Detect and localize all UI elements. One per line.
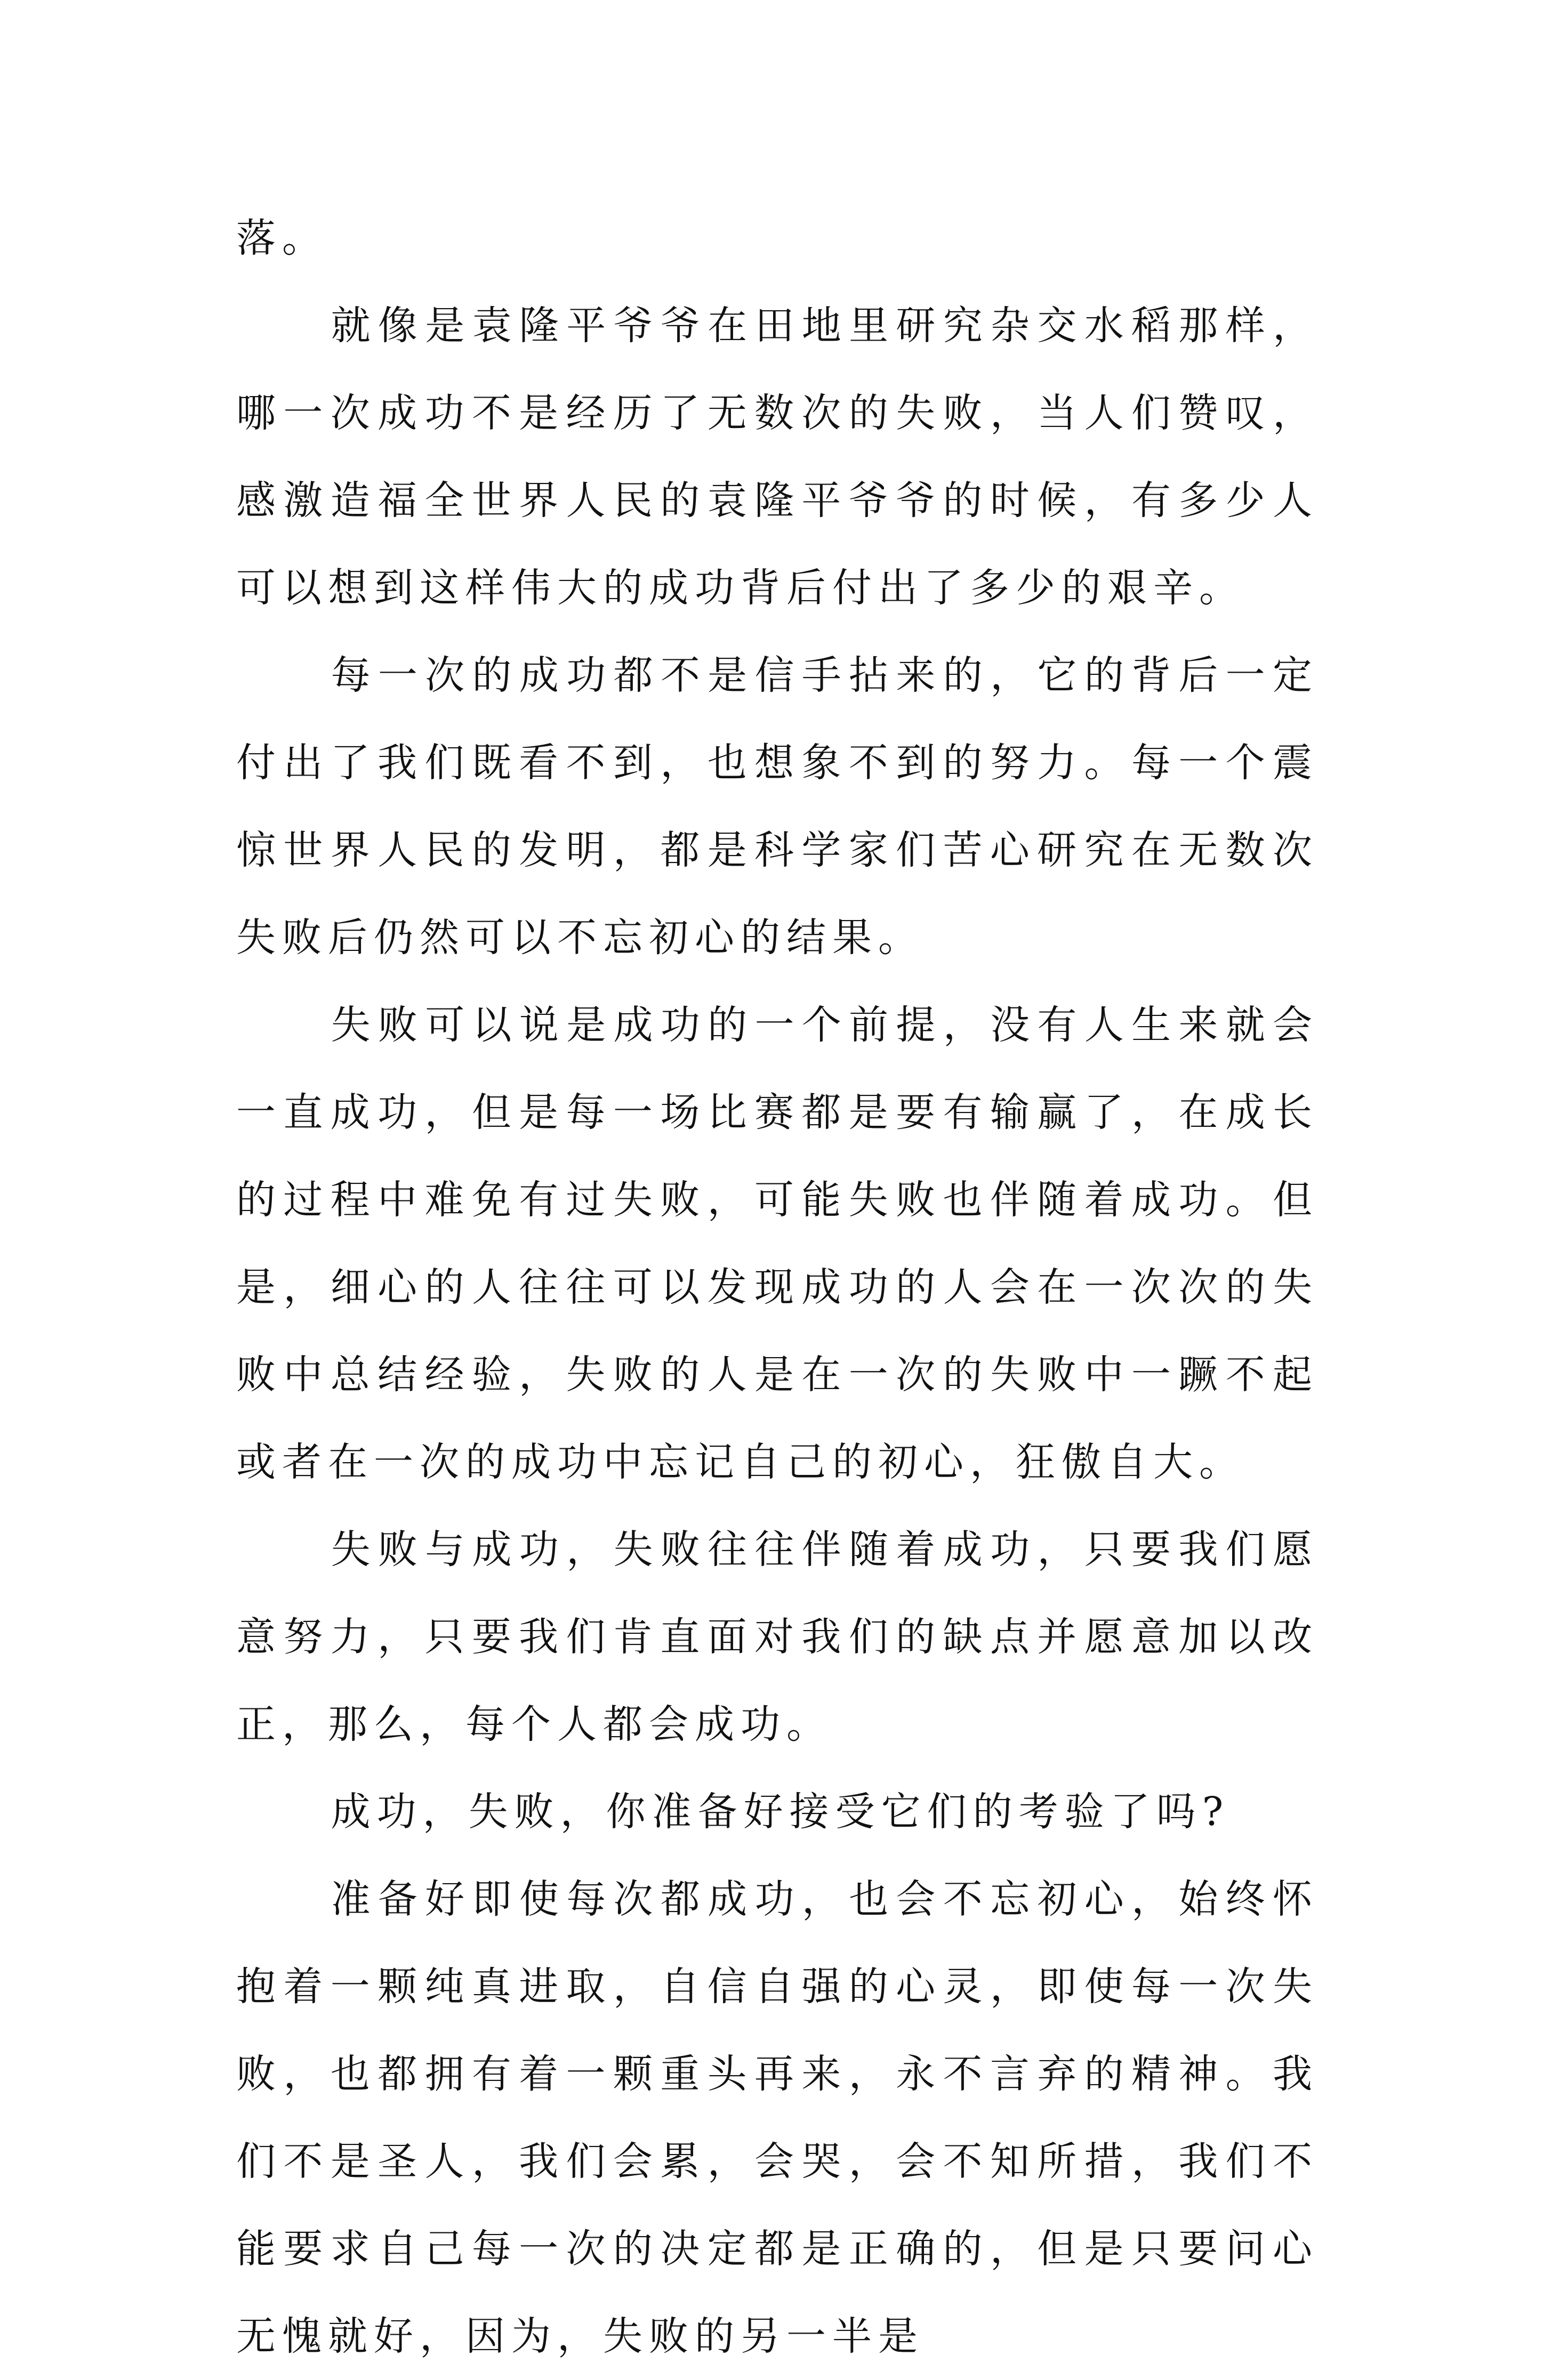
paragraph-every-success: 每一次的成功都不是信手拈来的，它的背后一定付出了我们既看不到，也想象不到的努力。每一个震惊世界人民的发明，都是科学家们苦心研究在无数次失败后仍然可以不忘初心的结果。 bbox=[236, 652, 1319, 961]
paragraph-continued: 落。 bbox=[236, 215, 328, 261]
paragraph-failure-premise: 失败可以说是成功的一个前提，没有人生来就会一直成功，但是每一场比赛都是要有输赢了，在成长的过程中难免有过失败，可能失败也伴随着成功。但是，细心的人往往可以发现成功的人会在一次次的失败中总结经验，失败的人是在一次的失败中一蹶不起或者在一次的成功中忘记自己的初心，狂傲自大。 bbox=[236, 1002, 1319, 1485]
paragraph-question: 成功，失败，你准备好接受它们的考验了吗? bbox=[331, 1789, 1230, 1835]
paragraph-yuan-longping: 就像是袁隆平爷爷在田地里研究杂交水稻那样，哪一次成功不是经历了无数次的失败，当人们赞叹，感激造福全世界人民的袁隆平爷爷的时候，有多少人可以想到这样伟大的成功背后付出了多少的艰辛。 bbox=[236, 303, 1319, 611]
document-body bbox=[236, 195, 1319, 2380]
paragraph-prepared: 准备好即使每次都成功，也会不忘初心，始终怀抱着一颗纯真进取，自信自强的心灵，即使每一次失败，也都拥有着一颗重头再来，永不言弃的精神。我们不是圣人，我们会累，会哭，会不知所措，我们不能要求自己每一次的决定都是正确的，但是只要问心无愧就好，因为，失败的另一半是 bbox=[236, 1876, 1319, 2359]
paragraph-failure-and-success: 失败与成功，失败往往伴随着成功，只要我们愿意努力，只要我们肯直面对我们的缺点并愿意加以改正，那么，每个人都会成功。 bbox=[236, 1527, 1319, 1747]
